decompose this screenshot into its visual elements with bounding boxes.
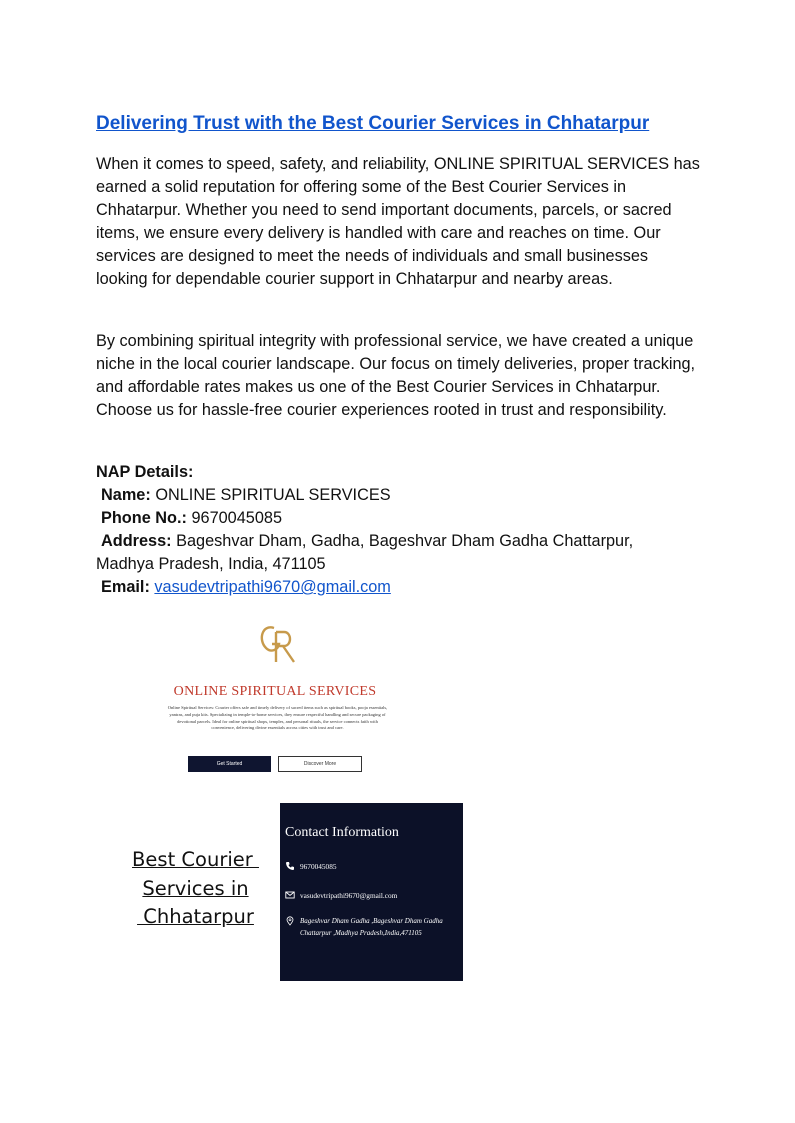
contact-address: Bageshvar Dham Gadha ,Bageshvar Dham Gadha Chattarpur ,Madhya Pradesh,India,471105	[300, 917, 443, 937]
nap-name-row	[96, 484, 716, 507]
nap-address-label: Address:	[101, 532, 172, 550]
nap-phone-value: 9670045085	[191, 509, 283, 527]
best-courier-line-1: Best Courier	[132, 848, 259, 871]
nap-name-label: Name:	[101, 486, 151, 504]
brand-name: ONLINE SPIRITUAL SERVICES	[173, 684, 377, 699]
contact-card-title: Contact Information	[285, 825, 399, 840]
nap-address-row	[96, 530, 716, 553]
location-pin-icon	[285, 916, 295, 926]
phone-icon	[285, 861, 295, 871]
discover-more-button[interactable]: Discover More	[278, 756, 362, 772]
page-title[interactable]: Delivering Trust with the Best Courier Services in Chhatarpur	[96, 113, 650, 134]
nap-name-value: ONLINE SPIRITUAL SERVICES	[155, 486, 391, 504]
gr-logo-icon	[240, 618, 318, 668]
nap-details	[96, 461, 716, 599]
email-link[interactable]: vasudevtripathi9670@gmail.com	[154, 578, 391, 596]
nap-email-row	[96, 576, 716, 599]
nap-heading: NAP Details:	[96, 463, 194, 481]
nap-phone-row	[96, 507, 716, 530]
nap-address-line-2: Madhya Pradesh, India, 471105	[96, 555, 326, 573]
best-courier-graphic	[118, 846, 273, 932]
contact-email: vasudevtripathi9670@gmail.com	[300, 891, 398, 900]
get-started-button[interactable]: Get Started	[188, 756, 271, 772]
brand-description: Online Spiritual Services: Courier offers safe and timely delivery of sacred items such as spiritual books, pooja essentials, yantras, and puja kits. Specializing in temple-to-home services, they ensure respectful handling and secure packaging of devotional parcels. Ideal for online spiritual shops, temples, and personal rituals, the service connects faith with convenience, delivering divine essentials across cities with trust and care.	[167, 705, 388, 731]
second-paragraph: By combining spiritual integrity with professional service, we have created a unique niche in the local courier landscape. Our focus on timely deliveries, proper tracking, and affordable rates makes us one of the Best Courier Services in Chhatarpur. Choose us for hassle-free courier experiences rooted in trust and responsibility.	[96, 332, 696, 419]
contact-card	[280, 803, 463, 981]
best-courier-line-3: Chhatarpur	[137, 905, 254, 928]
best-courier-line-2: Services in	[142, 876, 249, 900]
mail-icon	[285, 890, 295, 900]
intro-paragraph: When it comes to speed, safety, and reliability, ONLINE SPIRITUAL SERVICES has earned a solid reputation for offering some of the Best Courier Services in Chhatarpur. Whether you need to send important documents, parcels, or sacred items, we ensure every delivery is handled with care and reaches on time. Our services are designed to meet the needs of individuals and small businesses looking for dependable courier support in Chhatarpur and nearby areas.	[96, 155, 700, 288]
nap-phone-label: Phone No.:	[101, 509, 187, 527]
nap-address-value: Bageshvar Dham, Gadha, Bageshvar Dham Gadha Chattarpur,	[176, 532, 634, 550]
contact-phone: 9670045085	[300, 862, 337, 871]
nap-email-label: Email:	[101, 578, 150, 596]
